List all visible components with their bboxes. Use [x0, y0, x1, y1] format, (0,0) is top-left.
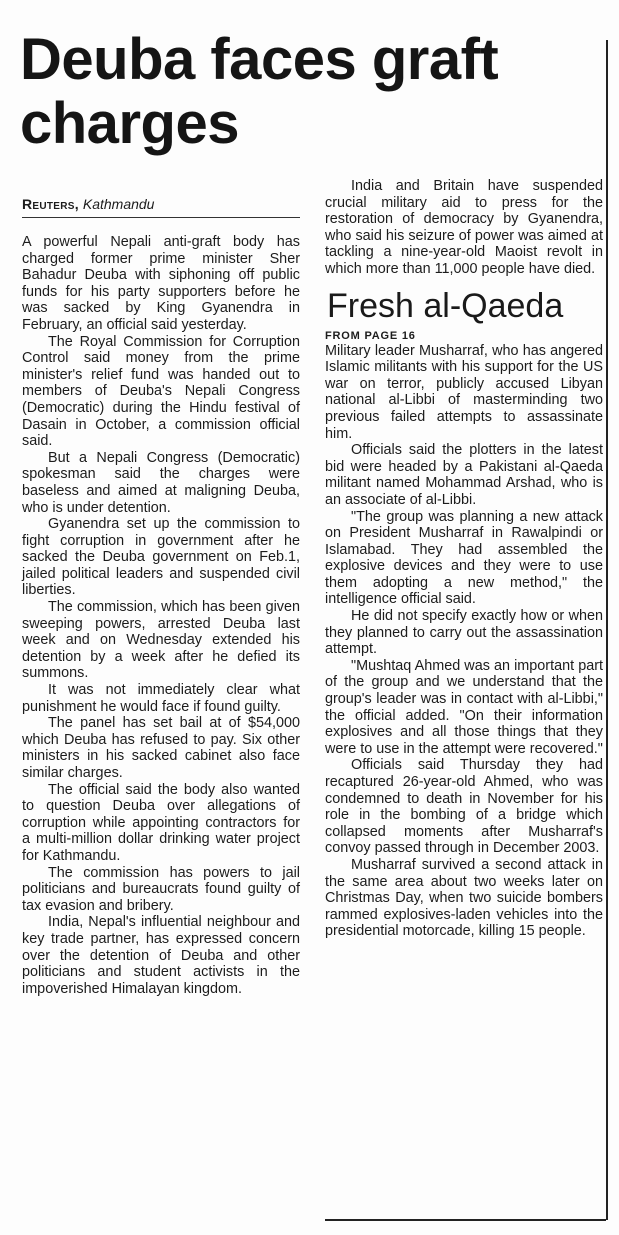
story-paragraph: "The group was planning a new attack on President Musharraf in Rawalpindi or Islamabad. They had assembled the explosive devices and they were to use them adopting a new method," the intelligence official said. [325, 508, 603, 608]
left-column [22, 196, 300, 997]
story-paragraph: He did not specify exactly how or when they planned to carry out the assassination attempt. [325, 608, 603, 658]
article-paragraph: The commission, which has been given sweeping powers, arrested Deuba last week and on Wednesday extended his detention by a week after he defied its summons. [22, 599, 300, 682]
bottom-rule [325, 1219, 606, 1221]
main-headline: Deuba faces graft charges [20, 27, 499, 156]
story-paragraph: Military leader Musharraf, who has angered Islamic militants with his support for the US war on terror, publicly accused Libyan national al-Libbi of masterminding two previous failed attempts to assassinate him. [325, 342, 603, 442]
article-paragraph: But a Nepali Congress (Democratic) spokesman said the charges were baseless and aimed at maligning Deuba, who is under detention. [22, 449, 300, 516]
second-headline: Fresh al-Qaeda [327, 286, 564, 325]
article-paragraph: The official said the body also wanted to question Deuba over allegations of corruption while appointing contractors for a multi-million dollar drinking water project for Kathmandu. [22, 781, 300, 864]
article-paragraph: A powerful Nepali anti-graft body has charged former prime minister Sher Bahadur Deuba with siphoning off public funds for his party supporters before he was sacked by King Gyanendra in February, an official said yesterday. [22, 234, 300, 333]
article-paragraph: The Royal Commission for Corruption Control said money from the prime minister's relief fund was handed out to members of Deuba's Nepali Congress (Democratic) during the Hindu festival of Dasain in October, a commission official said. [22, 333, 300, 450]
article-paragraph: India, Nepal's influential neighbour and key trade partner, has expressed concern over the detention of Deuba and other politicians and student activists in the impoverished Himalayan kingdom. [22, 914, 300, 997]
right-column [325, 178, 603, 940]
article-paragraph: The commission has powers to jail politicians and bureaucrats found guilty of tax evasion and bribery. [22, 864, 300, 914]
article-paragraph: It was not immediately clear what punishment he would face if found guilty. [22, 682, 300, 715]
story-paragraph: Officials said the plotters in the latest bid were headed by a Pakistani al-Qaeda militant named Mohammad Arshad, who is an associate of al-Libbi. [325, 442, 603, 508]
story-paragraph: Musharraf survived a second attack in the same area about two weeks later on Christmas Day, when two suicide bombers rammed explosives-laden vehicles into the presidential motorcade, killing 15 people. [325, 856, 603, 940]
byline-agency: Reuters, [22, 196, 79, 212]
article-paragraph: Gyanendra set up the commission to fight corruption in government after he sacked the Deuba government on Feb.1, jailed political leaders and suspended civil liberties. [22, 516, 300, 599]
column-rule [606, 40, 608, 1220]
story-paragraph: "Mushtaq Ahmed was an important part of the group and we understand that the group's leader was in contact with al-Libbi," the official added. "On their information explosives and all those things that they were to use in the attempt were recovered." [325, 657, 603, 757]
jump-line: FROM PAGE 16 [325, 329, 416, 342]
article-paragraph-continued: India and Britain have suspended crucial military aid to press for the restoration of democracy by Gyanendra, who said his seizure of power was aimed at tackling a nine-year-old Maoist revolt in which more than 11,000 people have died. [325, 178, 603, 277]
byline-place: Kathmandu [82, 196, 155, 212]
story-paragraph: Officials said Thursday they had recaptured 26-year-old Ahmed, who was condemned to death in November for his role in the bombing of a bridge which collapsed moments after Musharraf's convoy passed through in December 2003. [325, 757, 603, 857]
byline [22, 196, 300, 218]
article-paragraph: The panel has set bail at of $54,000 which Deuba has refused to pay. Six other ministers in his sacked cabinet also face similar charges. [22, 715, 300, 781]
